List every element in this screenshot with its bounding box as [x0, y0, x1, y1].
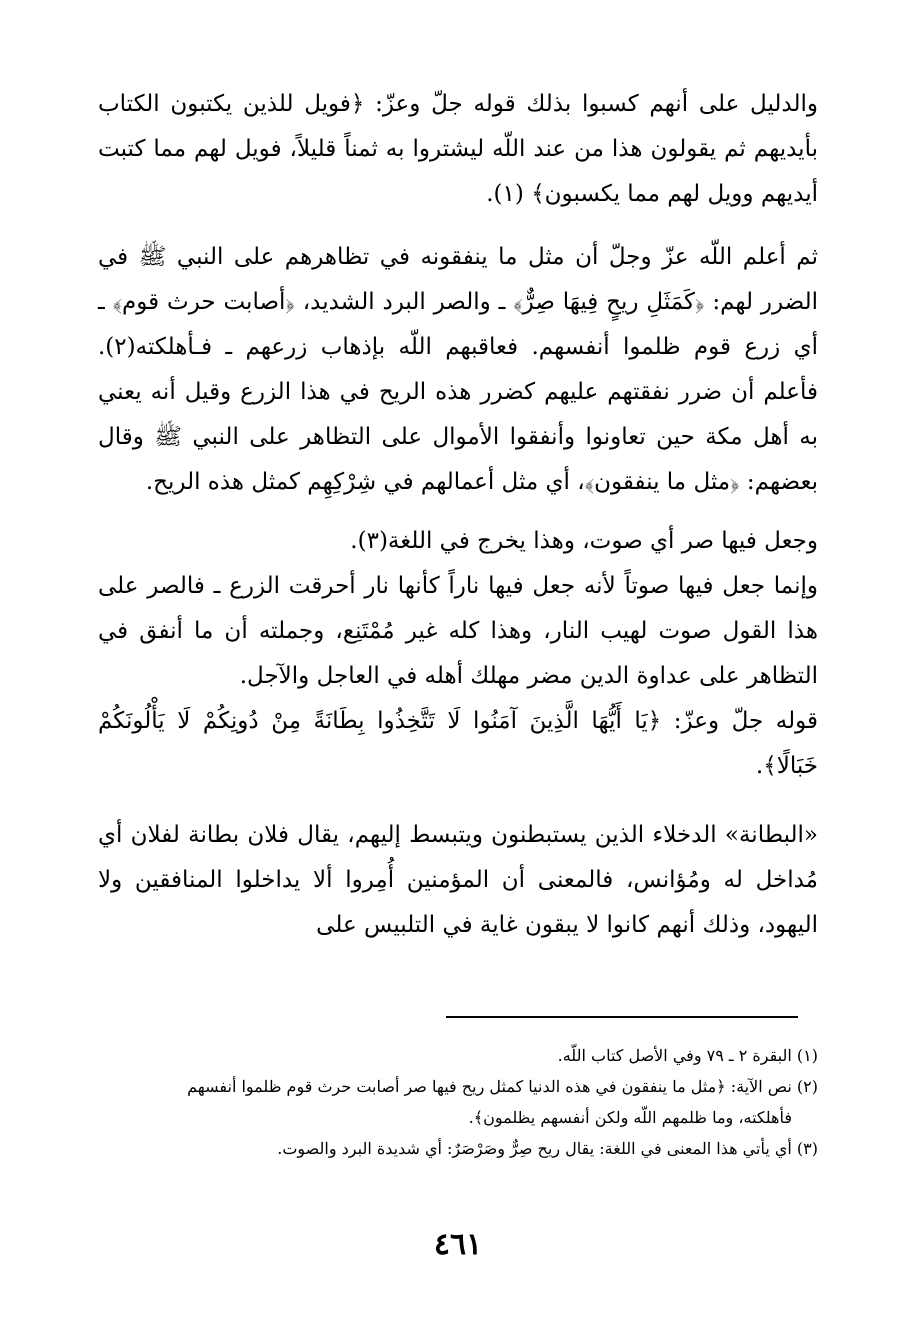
paragraph-parable: ثم أعلم اللّه عزّ وجلّ أن مثل ما ينفقونه في تظاهرهم على النبي ﷺ في الضرر لهم: ﴿كَمَثَلِ ريحٍ فِيهَا صِرٌّ﴾ ـ والصر البرد الشديد، ﴿أصابت حرث قوم﴾ ـ أي زرع قوم ظلموا أنفسهم. فعاقبهم اللّه بإذهاب زرعهم ـ فـأهلكته(٢). فأعلم أن ضرر نفقتهم عليهم كضرر هذه الريح في هذا الزرع وقيل أنه يعني به أهل مكة حين تعاونوا وأنفقوا الأموال على التظاهر على النبي ﷺ وقال بعضهم: ﴿مثل ما ينفقون﴾، أي مثل أعمالهم في شِرْكِهِم كمثل هذه الريح.: [98, 244, 818, 495]
paragraph-evidence: والدليل على أنهم كسبوا بذلك قوله جلّ وعزّ: ﴿فويل للذين يكتبون الكتاب بأيديهم ثم يقولون هذا من عند اللّه ليشتروا به ثمناً قليلاً، فويل لهم مما كتبت أيديهم وويل لهم مما يكسبون﴾ (١).: [98, 91, 818, 207]
paragraph-sound: وجعل فيها صر أي صوت، وهذا يخرج في اللغة(٣).: [350, 528, 818, 554]
footnote-3: (٣) أي يأتي هذا المعنى في اللغة: يقال ريح صِرٌّ وصَرْصَرٌ: أي شديدة البرد والصوت.: [277, 1139, 818, 1158]
footnote-divider: [446, 1016, 798, 1018]
footnote-1: (١) البقرة ٢ ـ ٧٩ وفي الأصل كتاب اللّه.: [557, 1046, 818, 1065]
page-number: ٤٦١: [433, 1227, 483, 1262]
paragraph-fire: وإنما جعل فيها صوتاً لأنه جعل فيها ناراً كأنها نار أحرقت الزرع ـ فالصر على هذا القول صوت لهيب النار، وهذا كله غير مُمْتَنِع، وجملته أن ما أنفق في التظاهر على عداوة الدين مضر مهلك أهله في العاجل والآجل.: [98, 573, 818, 689]
main-text: [98, 82, 818, 948]
footnotes: [98, 1040, 818, 1164]
footnote-2: (٢) نص الآية: ﴿مثل ما ينفقون في هذه الدنيا كمثل ريح فيها صر أصابت حرث قوم ظلموا أنفسهم: [187, 1077, 818, 1096]
footnote-2-continuation: فأهلكته، وما ظلمهم اللّه ولكن أنفسهم يظلمون﴾.: [468, 1108, 792, 1127]
paragraph-bitana: «البطانة» الدخلاء الذين يستبطنون ويتبسط إليهم، يقال فلان بطانة لفلان أي مُداخل له ومُؤانس، فالمعنى أن المؤمنين أُمِروا ألا يداخلوا المنافقين ولا اليهود، وذلك أنهم كانوا لا يبقون غاية في التلبيس على: [98, 822, 818, 938]
paragraph-verse: قوله جلّ وعزّ: ﴿يَا أَيُّهَا الَّذِينَ آمَنُوا لَا تَتَّخِذُوا بِطَانَةً مِنْ دُونِكُمْ لَا يَأْلُونَكُمْ خَبَالًا﴾.: [98, 708, 818, 779]
